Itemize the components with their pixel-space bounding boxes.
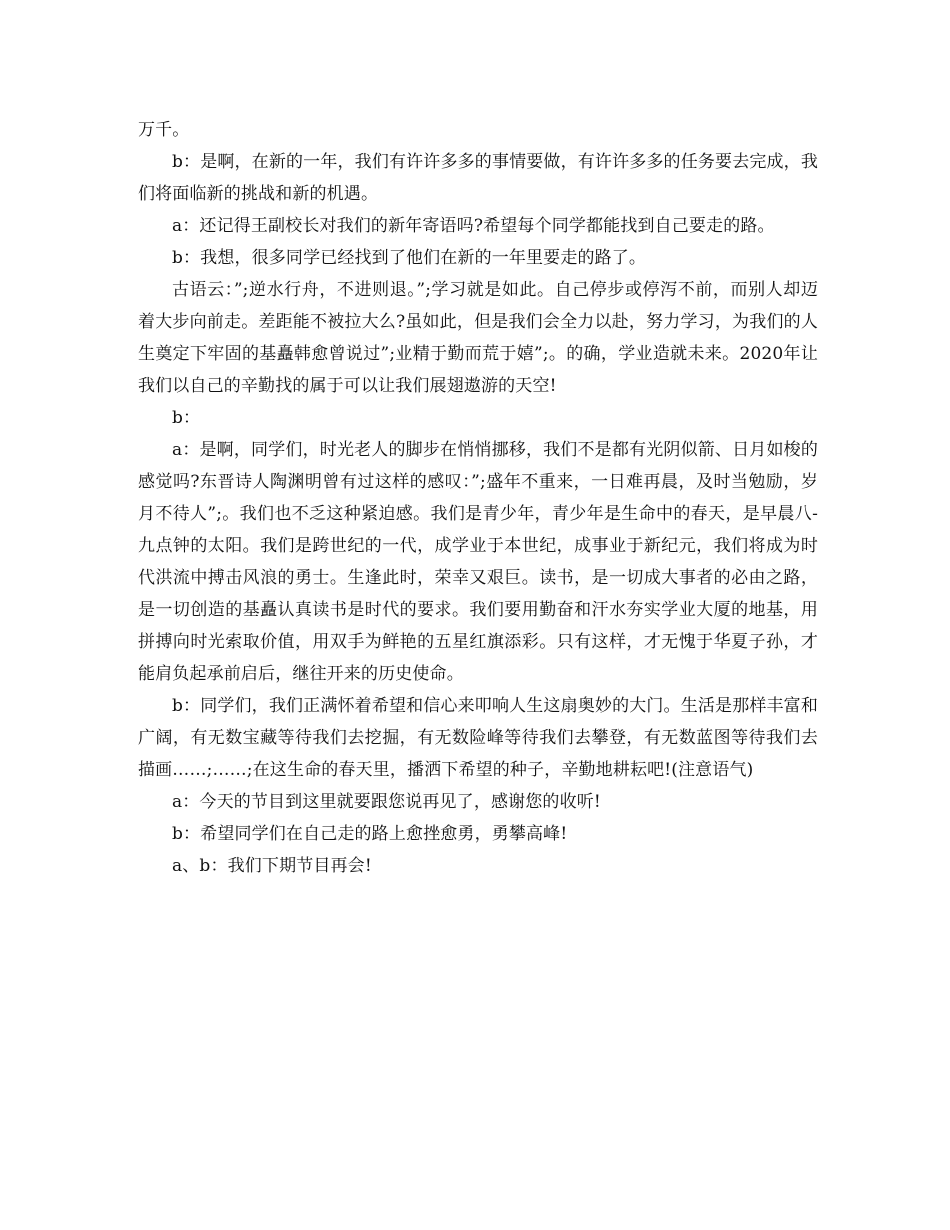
paragraph-10: b：希望同学们在自己走的路上愈挫愈勇，勇攀高峰! (172, 824, 568, 844)
paragraph-6: b： (172, 408, 201, 428)
document-body (138, 114, 818, 882)
paragraph-9: a：今天的节目到这里就要跟您说再见了，感谢您的收听! (172, 792, 601, 812)
paragraph-1: 万千。 (138, 120, 190, 140)
paragraph-8: b：同学们，我们正满怀着希望和信心来叩响人生这扇奥妙的大门。生活是那样丰富和广阔，有无数宝藏等待我们去挖掘，有无数险峰等待我们去攀登，有无数蓝图等待我们去描画……;……;在这生命的春天里，播洒下希望的种子，辛勤地耕耘吧!(注意语气) (138, 696, 818, 780)
paragraph-11: a、b：我们下期节目再会! (172, 856, 372, 876)
paragraph-7: a：是啊，同学们，时光老人的脚步在悄悄挪移，我们不是都有光阴似箭、日月如梭的感觉吗?东晋诗人陶渊明曾有过这样的感叹：”;盛年不重来，一日难再晨，及时当勉励，岁月不待人”;。我们也不乏这种紧迫感。我们是青少年，青少年是生命中的春天，是早晨八-九点钟的太阳。我们是跨世纪的一代，成学业于本世纪，成事业于新纪元，我们将成为时代洪流中搏击风浪的勇士。生逢此时，荣幸又艰巨。读书，是一切成大事者的必由之路，是一切创造的基矗认真读书是时代的要求。我们要用勤奋和汗水夯实学业大厦的地基，用拼搏向时光索取价值，用双手为鲜艳的五星红旗添彩。只有这样，才无愧于华夏子孙，才能肩负起承前启后，继往开来的历史使命。 (138, 440, 818, 684)
paragraph-4: b：我想，很多同学已经找到了他们在新的一年里要走的路了。 (172, 248, 647, 268)
paragraph-5: 古语云：”;逆水行舟，不进则退。”;学习就是如此。自己停步或停泻不前，而别人却迈着大步向前走。差距能不被拉大么?虽如此，但是我们会全力以赴，努力学习，为我们的人生奠定下牢固的基矗韩愈曾说过”;业精于勤而荒于嬉”;。的确，学业造就未来。2020年让我们以自己的辛勤找的属于可以让我们展翅遨游的天空! (138, 280, 818, 396)
paragraph-2: b：是啊，在新的一年，我们有许许多多的事情要做，有许许多多的任务要去完成，我们将面临新的挑战和新的机遇。 (138, 152, 818, 204)
paragraph-3: a：还记得王副校长对我们的新年寄语吗?希望每个同学都能找到自己要走的路。 (172, 216, 775, 236)
